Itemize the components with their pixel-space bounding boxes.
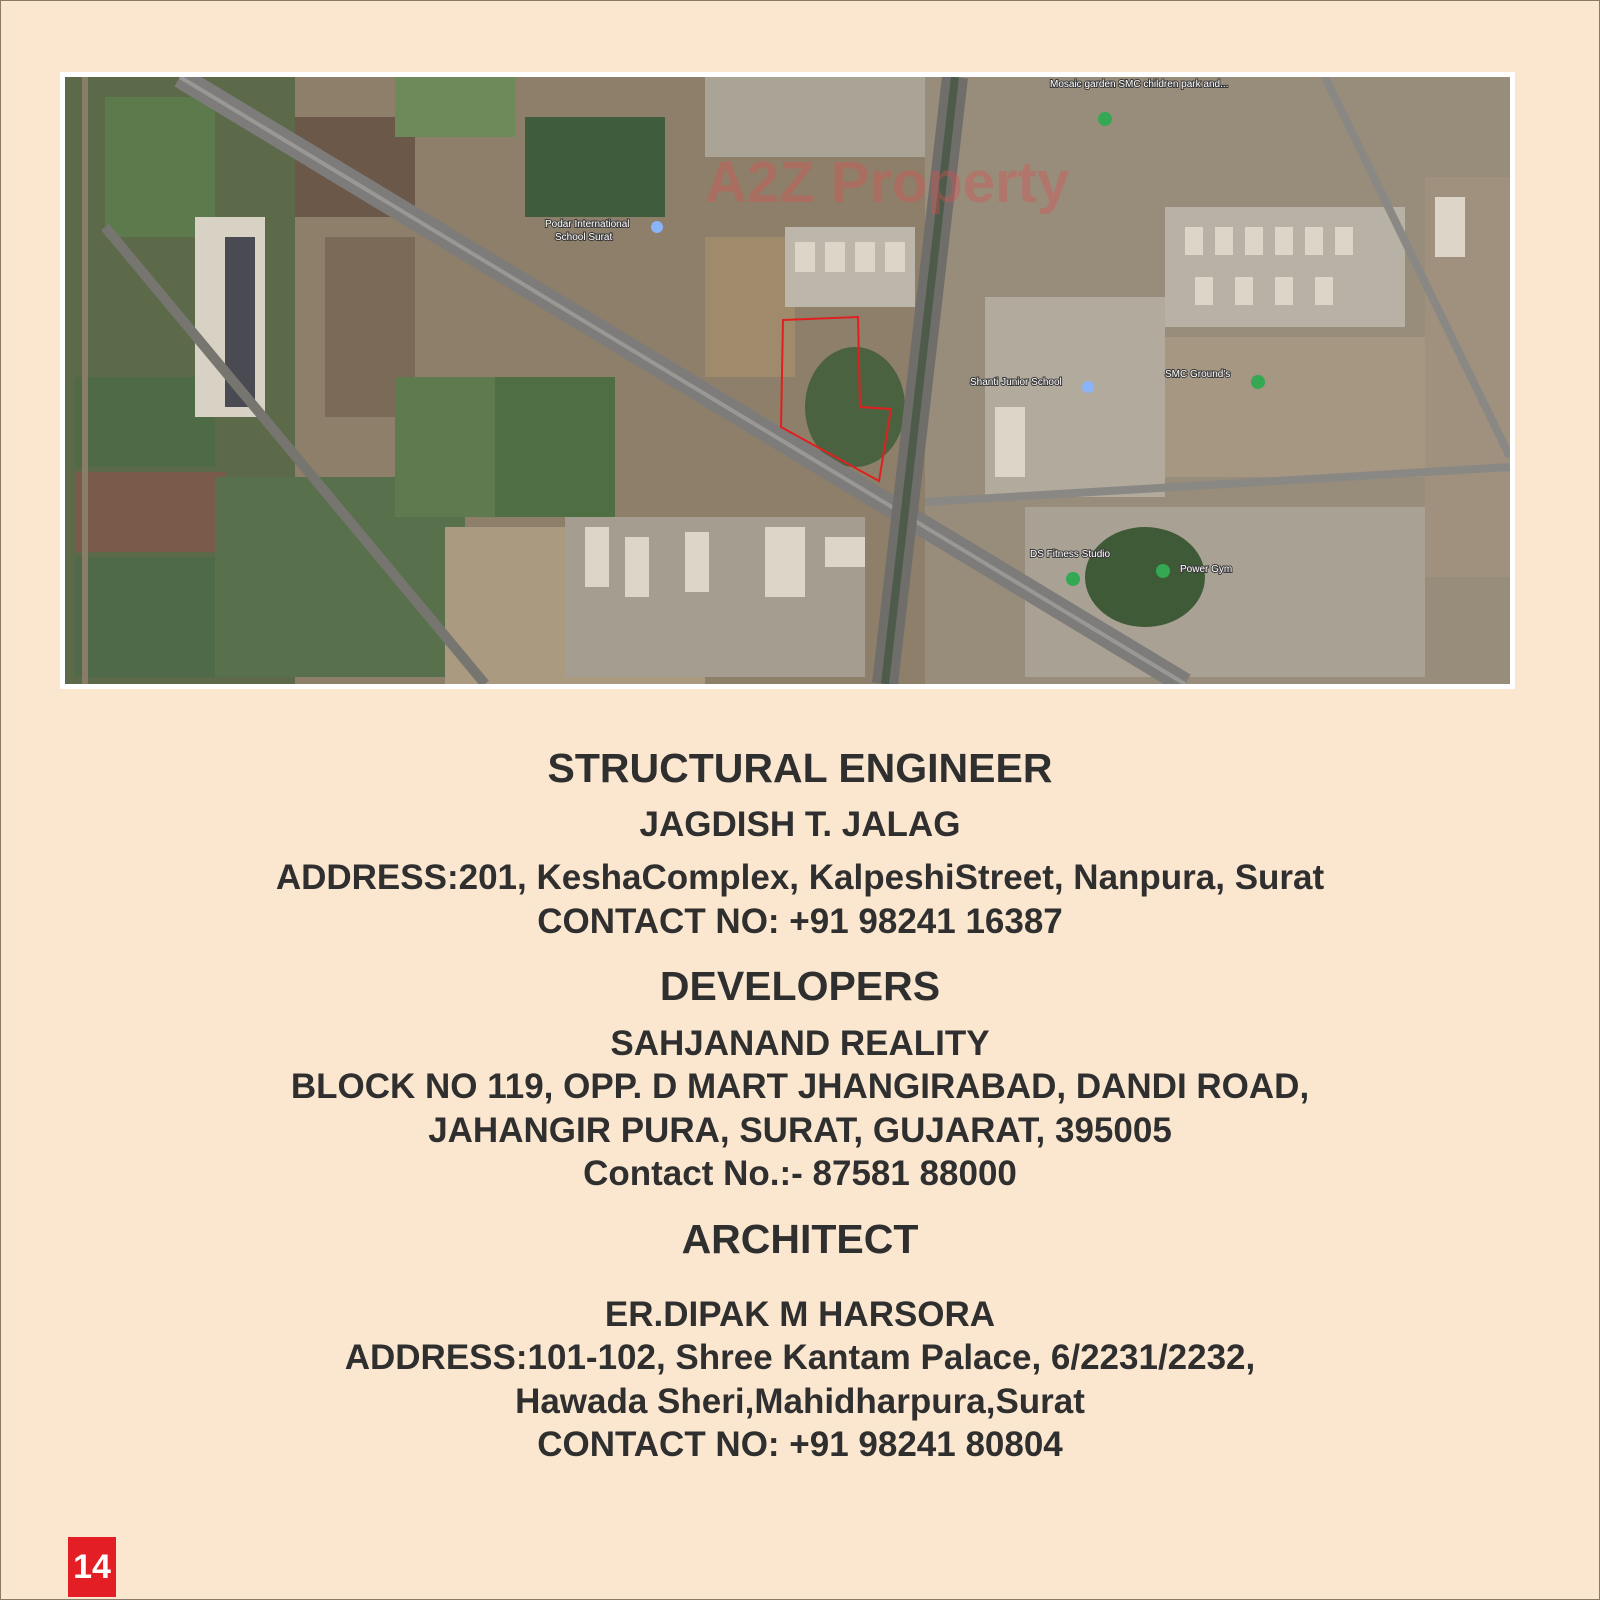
structural-engineer-heading: STRUCTURAL ENGINEER	[547, 745, 1053, 791]
satellite-map-image	[65, 77, 1510, 684]
map-label-smc-ground: SMC Ground's	[1165, 369, 1231, 380]
watermark: A2Z Property	[705, 150, 1070, 215]
developers-address-line1: BLOCK NO 119, OPP. D MART JHANGIRABAD, DANDI ROAD,	[290, 1067, 1310, 1107]
location-map	[60, 72, 1515, 689]
structural-engineer-address: ADDRESS:201, KeshaComplex, KalpeshiStreet, Nanpura, Surat	[275, 858, 1325, 898]
developers-heading: DEVELOPERS	[659, 962, 941, 1009]
map-label-power-gym: Power Gym	[1180, 564, 1233, 575]
architect-name: ER.DIPAK M HARSORA	[604, 1294, 996, 1334]
architect-contact: CONTACT NO: +91 98241 80804	[537, 1424, 1063, 1464]
architect-address-line2: Hawada Sheri,Mahidharpura,Surat	[515, 1381, 1085, 1421]
structural-engineer-name: JAGDISH T. JALAG	[639, 805, 961, 845]
structural-engineer-contact: CONTACT NO: +91 98241 16387	[537, 901, 1063, 941]
developers-address-line2: JAHANGIR PURA, SURAT, GUJARAT, 395005	[428, 1110, 1172, 1150]
map-label-podar-school-1: Podar International	[545, 219, 630, 230]
developers-contact: Contact No.:- 87581 88000	[583, 1154, 1017, 1194]
map-label-podar-school-2: School Surat	[555, 232, 613, 243]
map-label-mosaic-garden: Mosaic garden SMC children park and...	[1050, 79, 1229, 90]
architect-address-line1: ADDRESS:101-102, Shree Kantam Palace, 6/2231/2232,	[344, 1338, 1256, 1378]
credits-section	[0, 745, 1600, 1466]
map-label-shanti-school: Shanti Junior School	[970, 377, 1062, 388]
page-number: 14	[68, 1537, 116, 1597]
architect-heading: ARCHITECT	[681, 1215, 919, 1262]
map-label-ds-fitness: DS Fitness Studio	[1030, 549, 1111, 560]
developers-name: SAHJANAND REALITY	[610, 1024, 990, 1064]
